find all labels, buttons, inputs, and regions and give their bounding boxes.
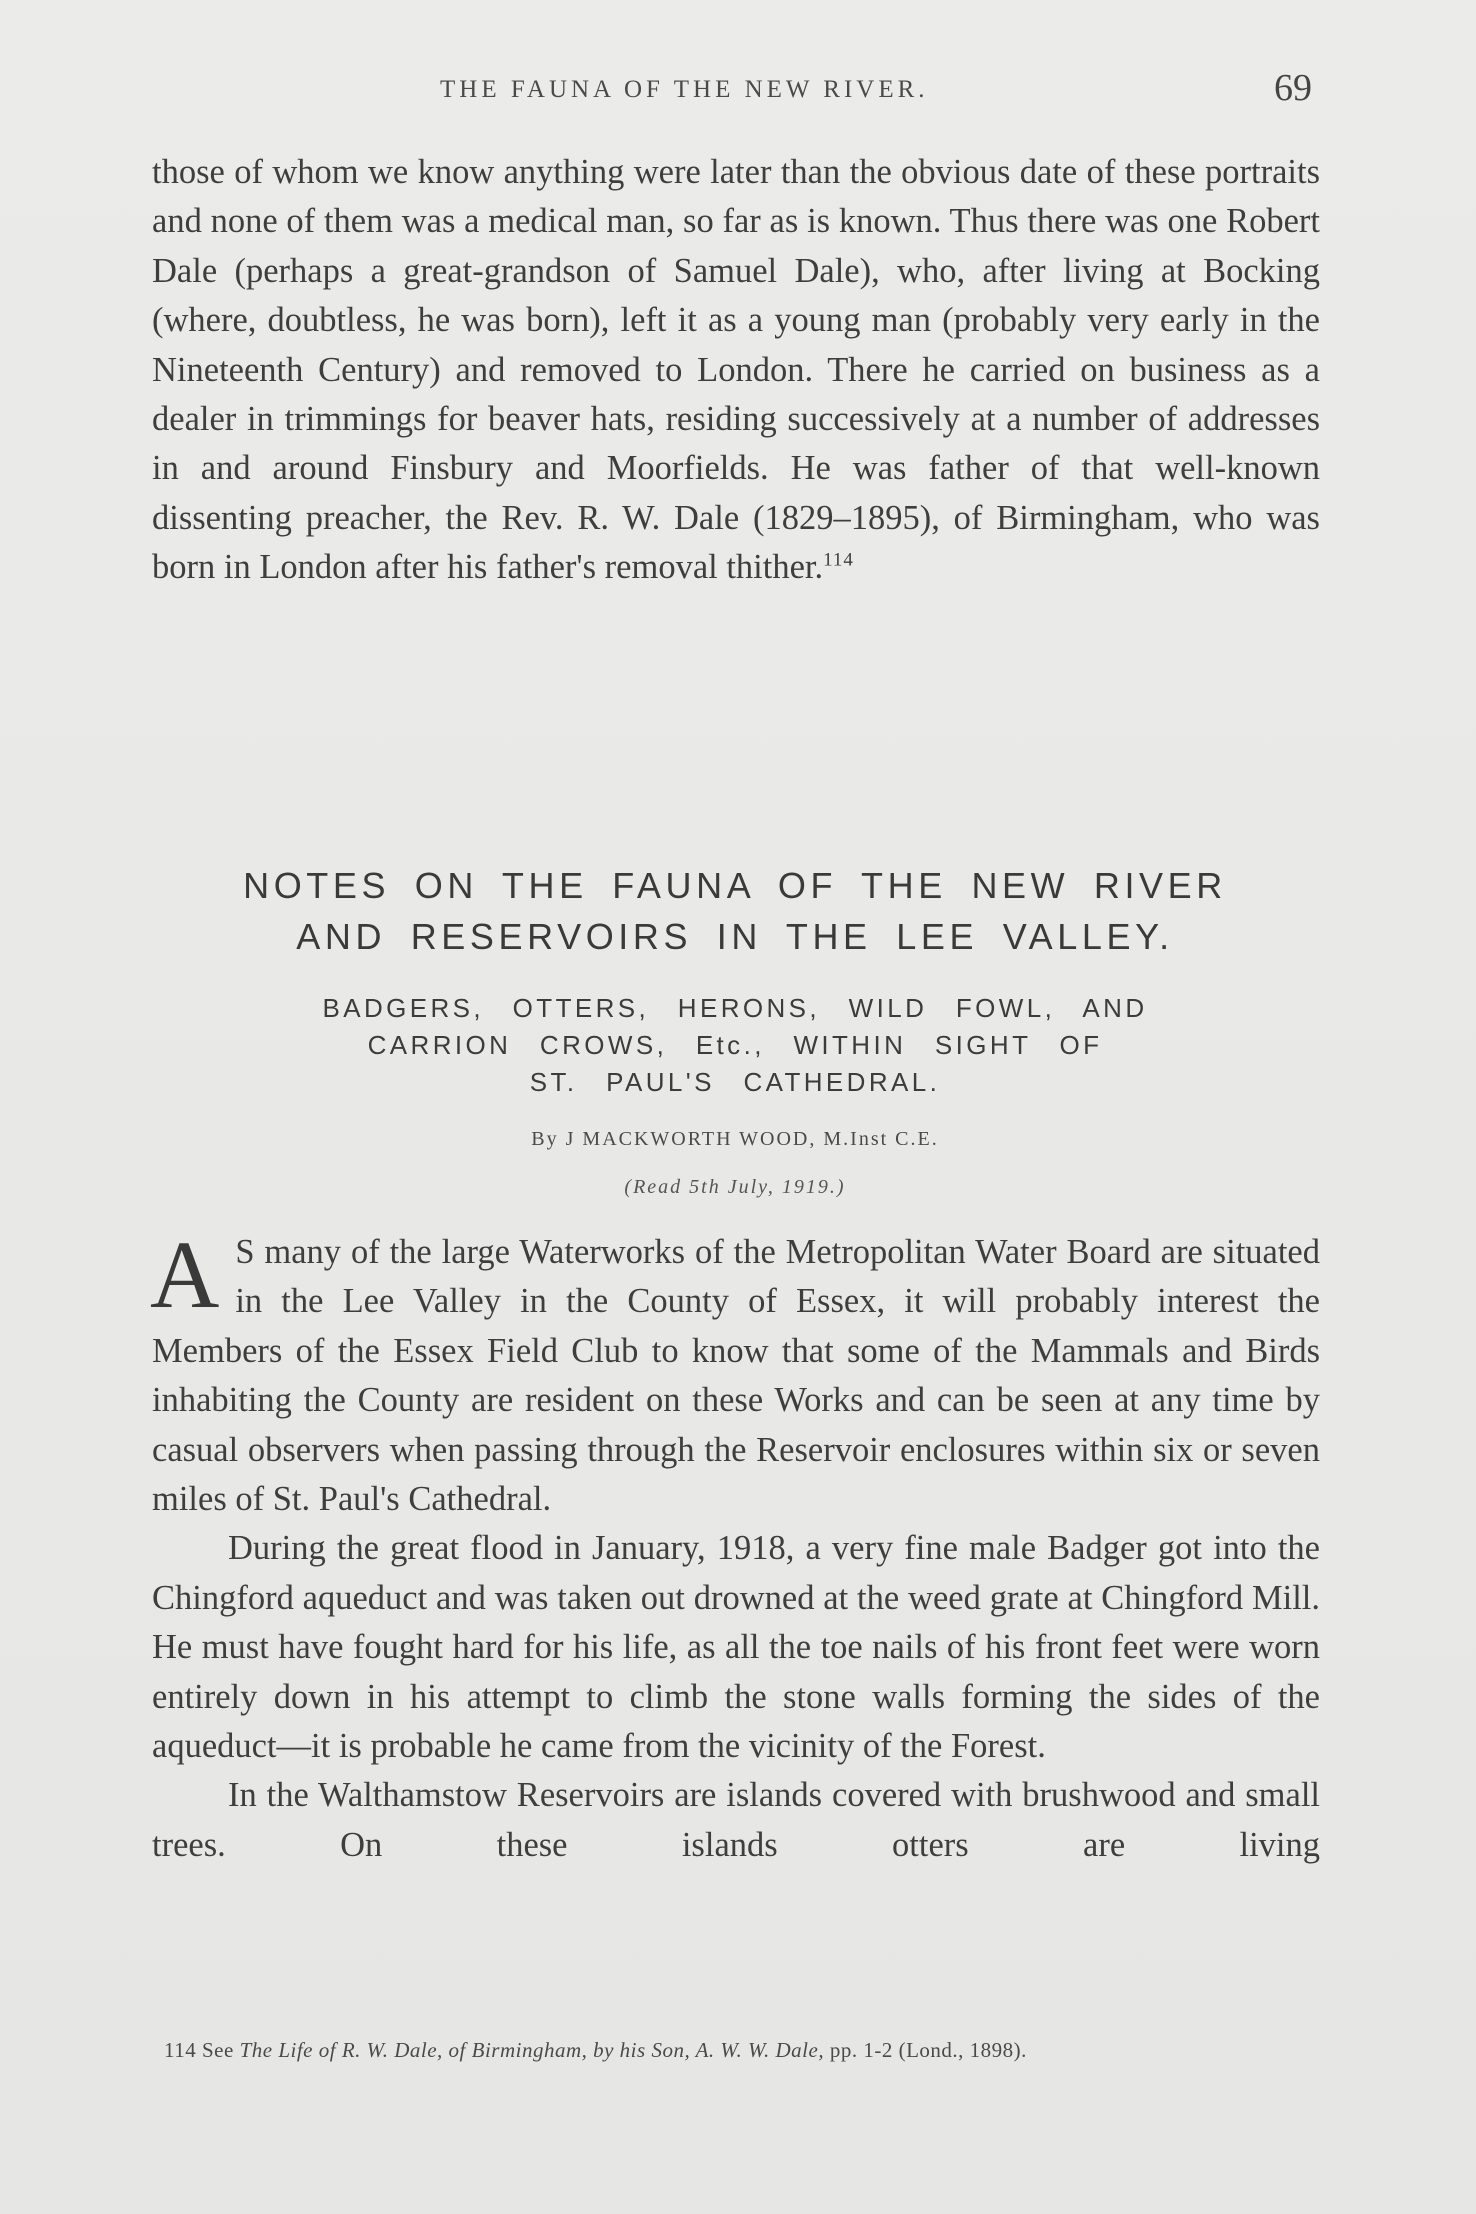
article-body	[150, 1221, 1320, 1870]
byline: By J MACKWORTH WOOD, M.Inst C.E.	[531, 1128, 939, 1150]
article-paragraph-2: During the great flood in January, 1918, a very fine male Badger got into the Chingford aqueduct and was taken out drowned at the weed grate at Chingford Mill. He must have fought hard for his life, as all the toe nails of his front feet were worn entirely down in his attempt to climb the stone walls forming the sides of the aqueduct—it is probable he came from the vicinity of the Forest.	[152, 1529, 1320, 1766]
article-subtitle-line-1: BADGERS, OTTERS, HERONS, WILD FOWL, AND	[322, 993, 1148, 1023]
intro-paragraph-text: those of whom we know anything were later than the obvious date of these portraits and none of them was a medical man, so far as is known. Thus there was one Robert Dale (perhaps a great-grandson of Samuel Dale), who, after living at Bocking (where, doubtless, he was born), left it as a young man (probably very early in the Nineteenth Century) and removed to London. There he carried on business as a dealer in trimmings for beaver hats, residing successively at a number of addresses in and around Finsbury and Moorfields. He was father of that well-known dissenting preacher, the Rev. R. W. Dale (1829–1895), of Birmingham, who was born in London after his father's removal thither.	[152, 153, 1320, 587]
running-head	[150, 67, 1320, 122]
article-paragraph-1-text: S many of the large Waterworks of the Metropolitan Water Board are situated in the Lee Valley in the County of Essex, it will probably interest the Members of the Essex Field Club to know that some of the Mammals and Birds inhabiting the County are resident on these Works and can be seen at any time by casual observers when passing through the Reservoir enclosures within six or seven miles of St. Paul's Cathedral.	[152, 1233, 1320, 1519]
footnote-number: 114	[164, 2038, 197, 2062]
article-subtitle-line-3: ST. PAUL'S CATHEDRAL.	[529, 1067, 941, 1097]
intro-paragraph-block	[152, 148, 1320, 593]
page-number: 69	[1274, 67, 1312, 109]
article-title-line-1: NOTES ON THE FAUNA OF THE NEW RIVER	[243, 865, 1227, 906]
article-subtitle-line-2: CARRION CROWS, Etc., WITHIN SIGHT OF	[367, 1030, 1103, 1060]
article-title-line-2: AND RESERVOIRS IN THE LEE VALLEY.	[296, 916, 1174, 957]
footnote	[164, 2036, 1320, 2064]
running-title: THE FAUNA OF THE NEW RIVER.	[440, 76, 929, 103]
drop-cap: A	[150, 1221, 220, 1328]
footnote-reference: 114	[823, 549, 854, 571]
article-paragraph-1	[150, 1221, 1320, 1524]
article-paragraph-3: In the Walthamstow Reservoirs are islands covered with brushwood and small trees. On these islands otters are living	[152, 1776, 1320, 1864]
article-title	[150, 860, 1320, 962]
footnote-see: See	[201, 2038, 234, 2062]
footnote-pages: pp. 1-2 (Lond., 1898).	[829, 2038, 1027, 2062]
footnote-title: The Life of R. W. Dale, of Birmingham, by his Son, A. W. W. Dale,	[239, 2038, 825, 2062]
read-date: (Read 5th July, 1919.)	[624, 1176, 846, 1198]
article-subtitle	[150, 990, 1320, 1101]
intro-paragraph	[152, 148, 1320, 593]
